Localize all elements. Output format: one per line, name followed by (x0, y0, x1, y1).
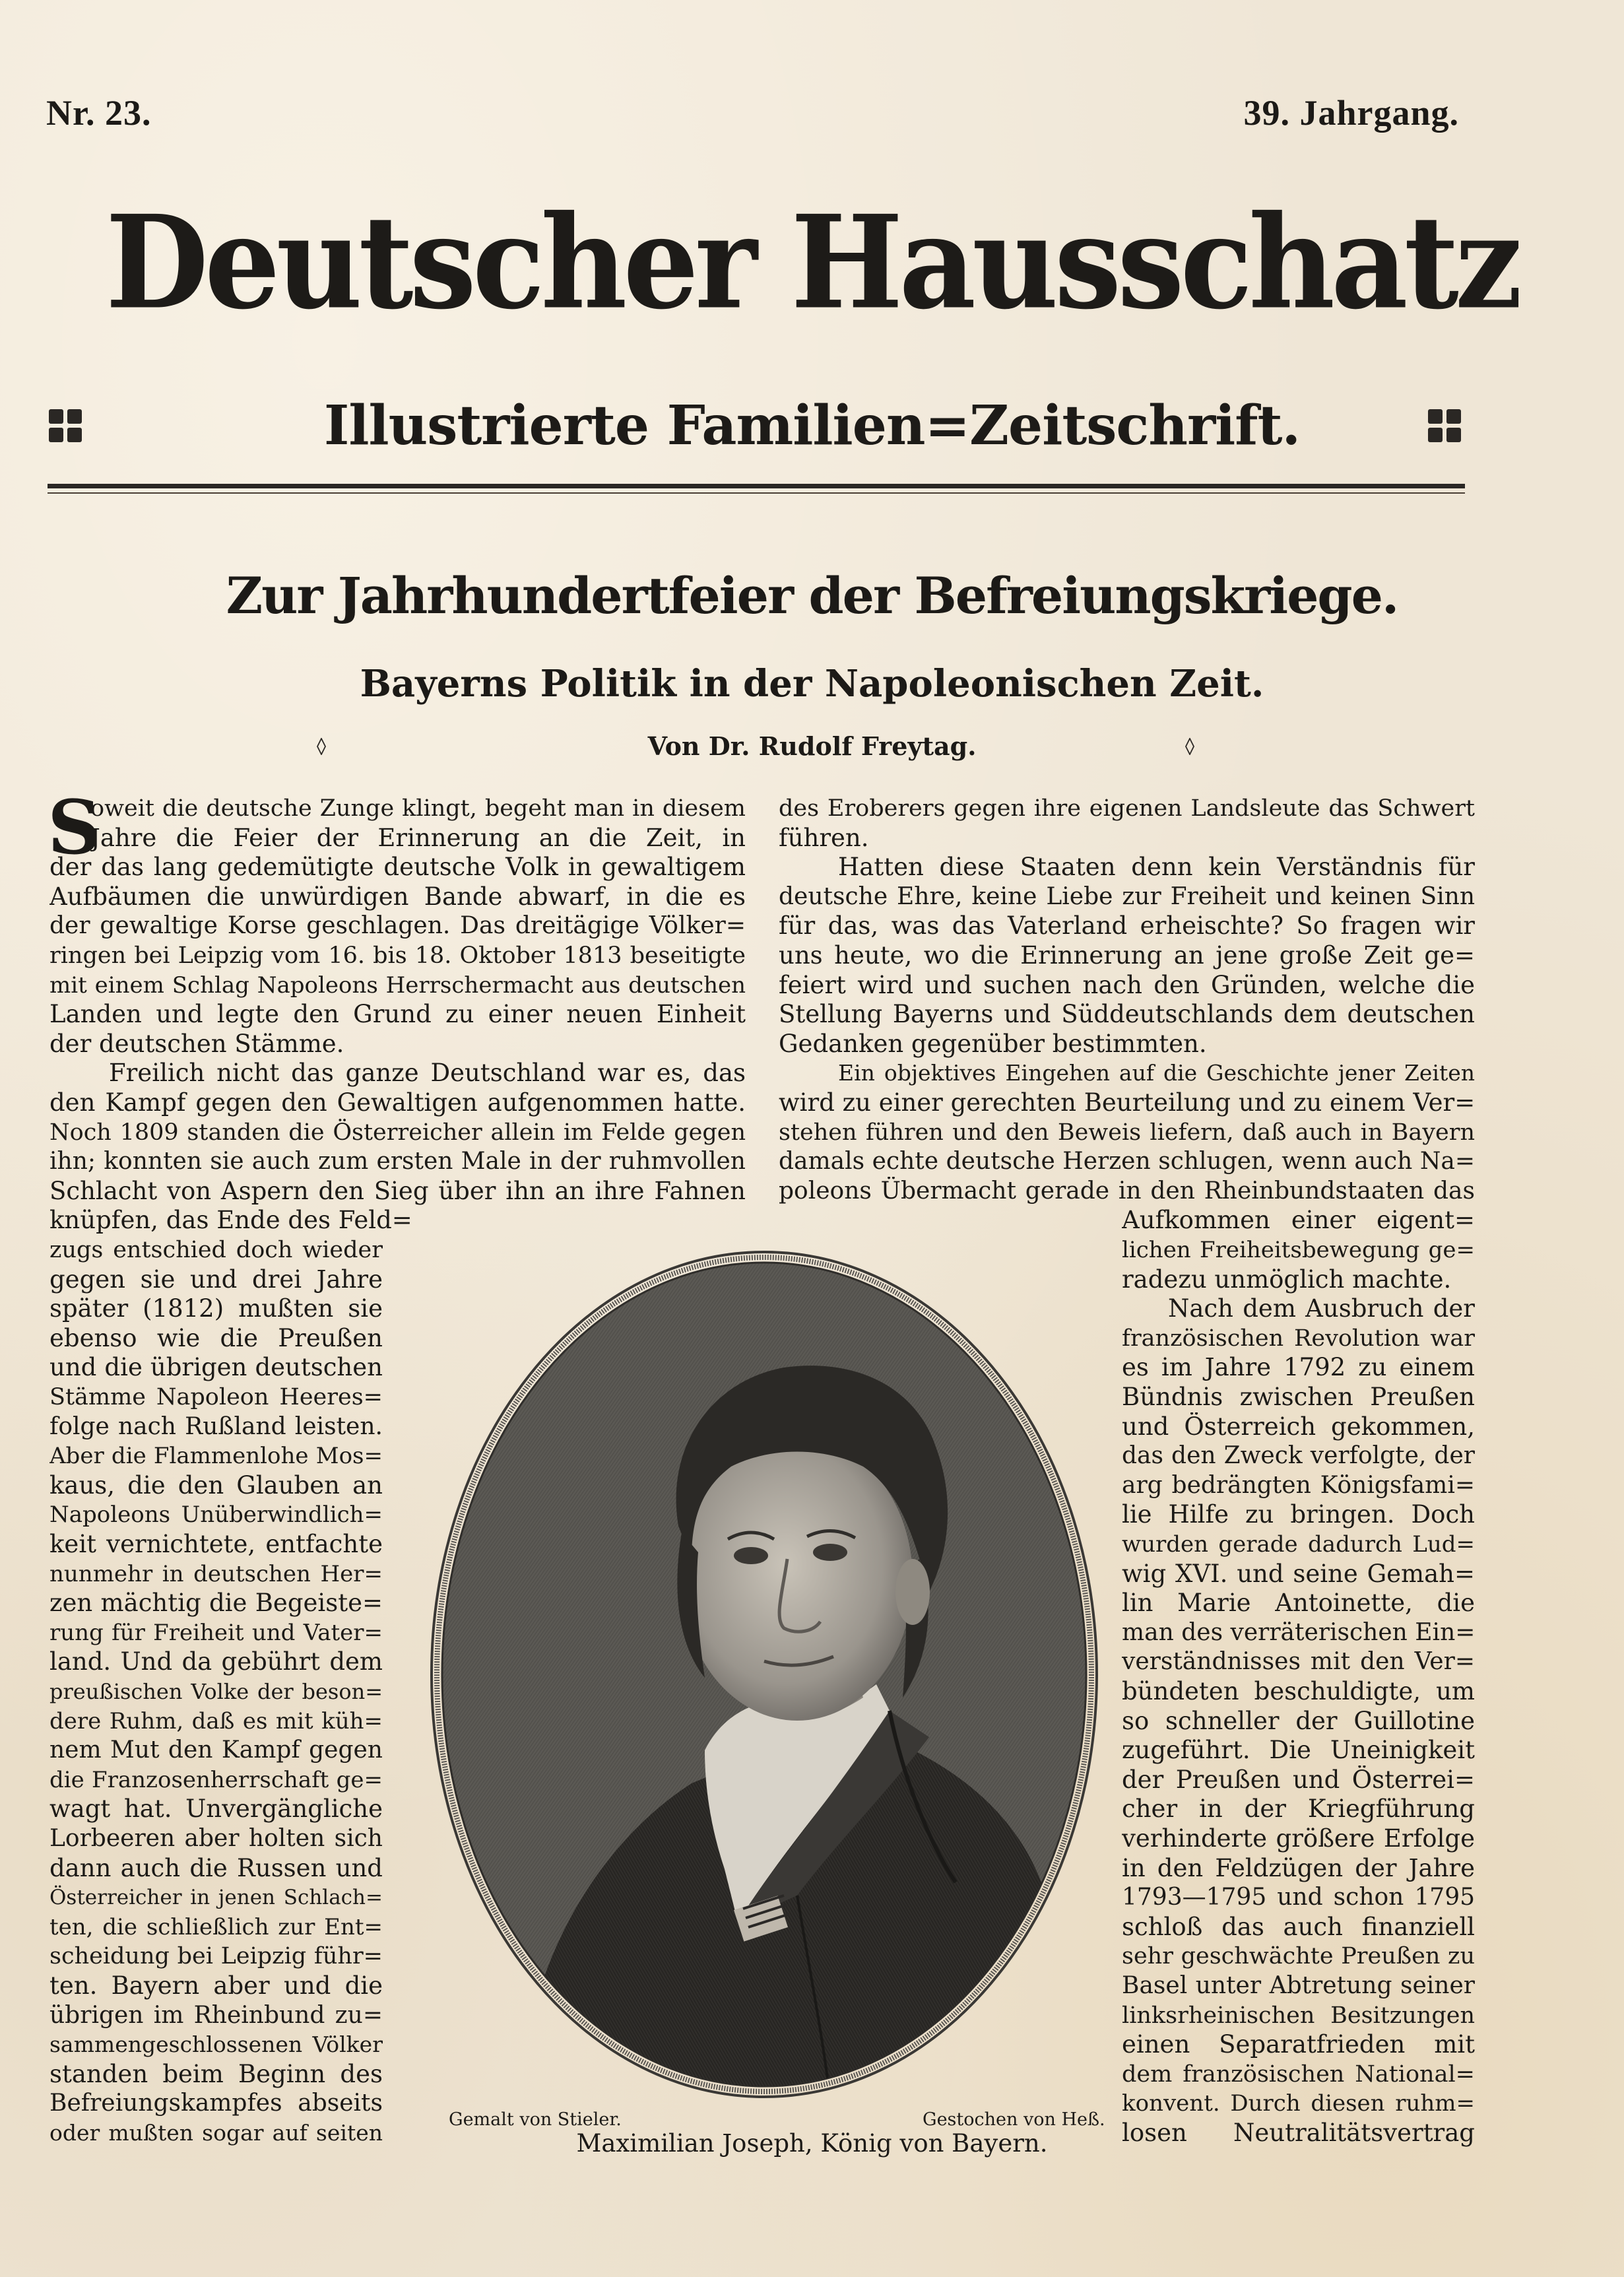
text-line: Bündnis zwischen Preußen (1122, 1383, 1475, 1411)
text-line: so schneller der Guillotine (1122, 1706, 1475, 1735)
header-rule-thin (48, 492, 1465, 494)
text-line: 1793—1795 und schon 1795 (1122, 1884, 1475, 1911)
text-line: rung für Freiheit und Vater= (49, 1619, 383, 1646)
text-line: einen Separatfrieden mit (1122, 2030, 1475, 2059)
text-line: Schlacht von Aspern den Sieg über ihn an ihre Fahnen (49, 1176, 746, 1205)
ornament-icon (1428, 409, 1461, 442)
text-line: Befreiungskampfes abseits (49, 2090, 383, 2117)
text-line: preußischen Volke der beson= (49, 1679, 383, 1704)
text-line: Stellung Bayerns und Süddeutschlands dem deutschen (779, 1000, 1475, 1029)
masthead-tagline: Illustrierte Familien=Zeitschrift. (323, 394, 1301, 457)
text-line: keit vernichtete, entfachte (49, 1530, 383, 1558)
text-line: Aufbäumen die unwürdigen Bande abwarf, in die es (49, 882, 746, 911)
text-line: Basel unter Abtretung seiner (1122, 1972, 1475, 1999)
text-line: zen mächtig die Begeiste= (49, 1589, 383, 1618)
text-line: des Eroberers gegen ihre eigenen Landsleute das Schwert (779, 795, 1475, 822)
text-line: den Kampf gegen den Gewaltigen aufgenommen hatte. (49, 1088, 746, 1117)
text-line: poleons Übermacht gerade in den Rheinbundstaaten das (779, 1177, 1475, 1204)
text-line: verhinderte größere Erfolge (1122, 1824, 1475, 1853)
text-line: uns heute, wo die Erinnerung an jene große Zeit ge= (779, 941, 1475, 970)
portrait-caption: Maximilian Joseph, König von Bayern. (576, 2129, 1048, 2158)
text-line: Hatten diese Staaten denn kein Verständnis für (838, 853, 1475, 882)
text-line: französischen Revolution war (1122, 1325, 1475, 1352)
text-line: es im Jahre 1792 zu einem (1122, 1353, 1475, 1382)
text-line: gegen sie und drei Jahre (49, 1265, 383, 1294)
text-line: dere Ruhm, daß es mit küh= (49, 1707, 383, 1734)
text-line: führen. (779, 823, 869, 852)
engraver-credit: Gestochen von Heß. (923, 2109, 1105, 2130)
text-line: cher in der Kriegführung (1122, 1795, 1475, 1824)
text-line: zugs entschied doch wieder (49, 1237, 383, 1263)
text-line: übrigen im Rheinbund zu= (49, 2001, 383, 2029)
text-line: deutsche Ehre, keine Liebe zur Freiheit und keinen Sinn (779, 882, 1475, 910)
text-line: und Österreich gekommen, (1122, 1412, 1475, 1441)
text-line: der das lang gedemütigte deutsche Volk in gewaltigem (49, 853, 746, 882)
eye-right (813, 1544, 847, 1561)
text-line: arg bedrängten Königsfami= (1122, 1471, 1475, 1499)
text-line: linksrheinischen Besitzungen (1122, 2002, 1475, 2029)
text-line: lie Hilfe zu bringen. Doch (1122, 1500, 1475, 1529)
text-line: schloß das auch finanziell (1122, 1912, 1475, 1941)
text-line: Freilich nicht das ganze Deutschland war es, das (109, 1059, 746, 1088)
text-line: wurden gerade dadurch Lud= (1122, 1531, 1475, 1558)
text-line: man des verräterischen Ein= (1122, 1618, 1475, 1646)
text-line: das den Zweck verfolgte, der (1122, 1442, 1475, 1470)
portrait-engraving (428, 1249, 1101, 2100)
text-line: der Preußen und Österrei= (1122, 1765, 1475, 1794)
text-line: wig XVI. und seine Gemah= (1122, 1559, 1475, 1588)
text-line: stehen führen und den Beweis liefern, daß auch in Bayern (779, 1119, 1475, 1146)
text-line: Landen und legte den Grund zu einer neuen Einheit (49, 1000, 746, 1029)
text-line: sammengeschlossenen Völker (49, 2031, 383, 2058)
text-line: bündeten beschuldigte, um (1122, 1677, 1475, 1705)
text-line: knüpfen, das Ende des Feld= (49, 1206, 412, 1235)
text-line: und die übrigen deutschen (49, 1353, 383, 1382)
text-line: Napoleons Unüberwindlich= (49, 1502, 383, 1529)
text-line: Nach dem Ausbruch der (1168, 1294, 1475, 1323)
text-line: sehr geschwächte Preußen zu (1122, 1943, 1475, 1970)
text-line: scheidung bei Leipzig führ= (49, 1943, 383, 1970)
text-line: ebenso wie die Preußen (49, 1323, 383, 1352)
article-title: Zur Jahrhundertfeier der Befreiungskriege. (226, 566, 1398, 625)
text-line: losen Neutralitätsvertrag (1122, 2119, 1475, 2147)
text-line: später (1812) mußten sie (49, 1294, 383, 1323)
text-line: verständnisses mit den Ver= (1122, 1648, 1475, 1676)
masthead-title: Deutscher Hausschatz (105, 187, 1519, 338)
text-line: feiert wird und suchen nach den Gründen, welche die (779, 970, 1475, 999)
text-line: Ein objektives Eingehen auf die Geschichte jener Zeiten (838, 1060, 1475, 1086)
text-line: nunmehr in deutschen Her= (49, 1560, 383, 1587)
text-line: Noch 1809 standen die Österreicher allein im Felde gegen (49, 1119, 746, 1146)
painter-credit: Gemalt von Stieler. (449, 2109, 622, 2130)
text-line: der gewaltige Korse geschlagen. Das dreitägige Völker= (49, 912, 746, 940)
text-line: Aufkommen einer eigent= (1122, 1206, 1475, 1235)
text-line: in den Feldzügen der Jahre (1122, 1853, 1475, 1882)
text-line: radezu unmöglich machte. (1122, 1265, 1452, 1294)
text-line: kaus, die den Glauben an (49, 1470, 383, 1500)
text-line: lichen Freiheitsbewegung ge= (1122, 1237, 1475, 1263)
text-line: der deutschen Stämme. (49, 1029, 344, 1058)
drop-cap: S (48, 785, 101, 871)
text-line: oder mußten sogar auf seiten (49, 2120, 383, 2146)
text-line: Österreicher in jenen Schlach= (49, 1886, 383, 1910)
text-line: mit einem Schlag Napoleons Herrschermacht aus deutschen (49, 972, 746, 999)
text-line: ten. Bayern aber und die (49, 1971, 383, 2000)
text-line: dann auch die Russen und (49, 1853, 383, 1882)
article-byline: Von Dr. Rudolf Freytag. (647, 731, 977, 761)
text-line: damals echte deutsche Herzen schlugen, wenn auch Na= (779, 1148, 1475, 1175)
text-line: zugeführt. Die Uneinigkeit (1122, 1736, 1475, 1765)
text-line: Stämme Napoleon Heeres= (49, 1384, 383, 1410)
text-line: ringen bei Leipzig vom 16. bis 18. Oktober 1813 beseitigte (49, 942, 746, 969)
diamond-ornament-icon (1185, 738, 1194, 755)
issue-number: Nr. 23. (46, 93, 152, 133)
text-line: Gedanken gegenüber bestimmten. (779, 1029, 1207, 1058)
text-line: Aber die Flammenlohe Mos= (49, 1443, 383, 1470)
text-line: oweit die deutsche Zunge klingt, begeht man in diesem (90, 795, 746, 822)
text-line: konvent. Durch diesen ruhm= (1122, 2090, 1475, 2117)
text-line: nem Mut den Kampf gegen (49, 1736, 383, 1764)
text-line: Lorbeeren aber holten sich (49, 1825, 383, 1852)
text-line: wagt hat. Unvergängliche (49, 1795, 383, 1824)
text-line: dem französischen National= (1122, 2061, 1475, 2088)
eye-left (734, 1547, 768, 1564)
volume-year: 39. Jahrgang. (1243, 93, 1459, 133)
text-line: für das, was das Vaterland erheischte? So fragen wir (779, 911, 1475, 940)
text-line: land. Und da gebührt dem (49, 1647, 383, 1676)
text-line: die Franzosenherrschaft ge= (49, 1766, 383, 1793)
text-line: standen beim Beginn des (49, 2059, 383, 2088)
text-line: lin Marie Antoinette, die (1122, 1589, 1475, 1618)
text-line: folge nach Rußland leisten. (49, 1412, 383, 1440)
text-line: wird zu einer gerechten Beurteilung und zu einem Ver= (779, 1088, 1475, 1117)
article-subtitle: Bayerns Politik in der Napoleonischen Zeit. (360, 662, 1264, 706)
text-line: ihn; konnten sie auch zum ersten Male in der ruhmvollen (49, 1148, 746, 1175)
text-line: Jahre die Feier der Erinnerung an die Zeit, in (90, 823, 746, 852)
text-line: ten, die schließlich zur Ent= (49, 1913, 383, 1940)
header-rule (48, 484, 1465, 488)
